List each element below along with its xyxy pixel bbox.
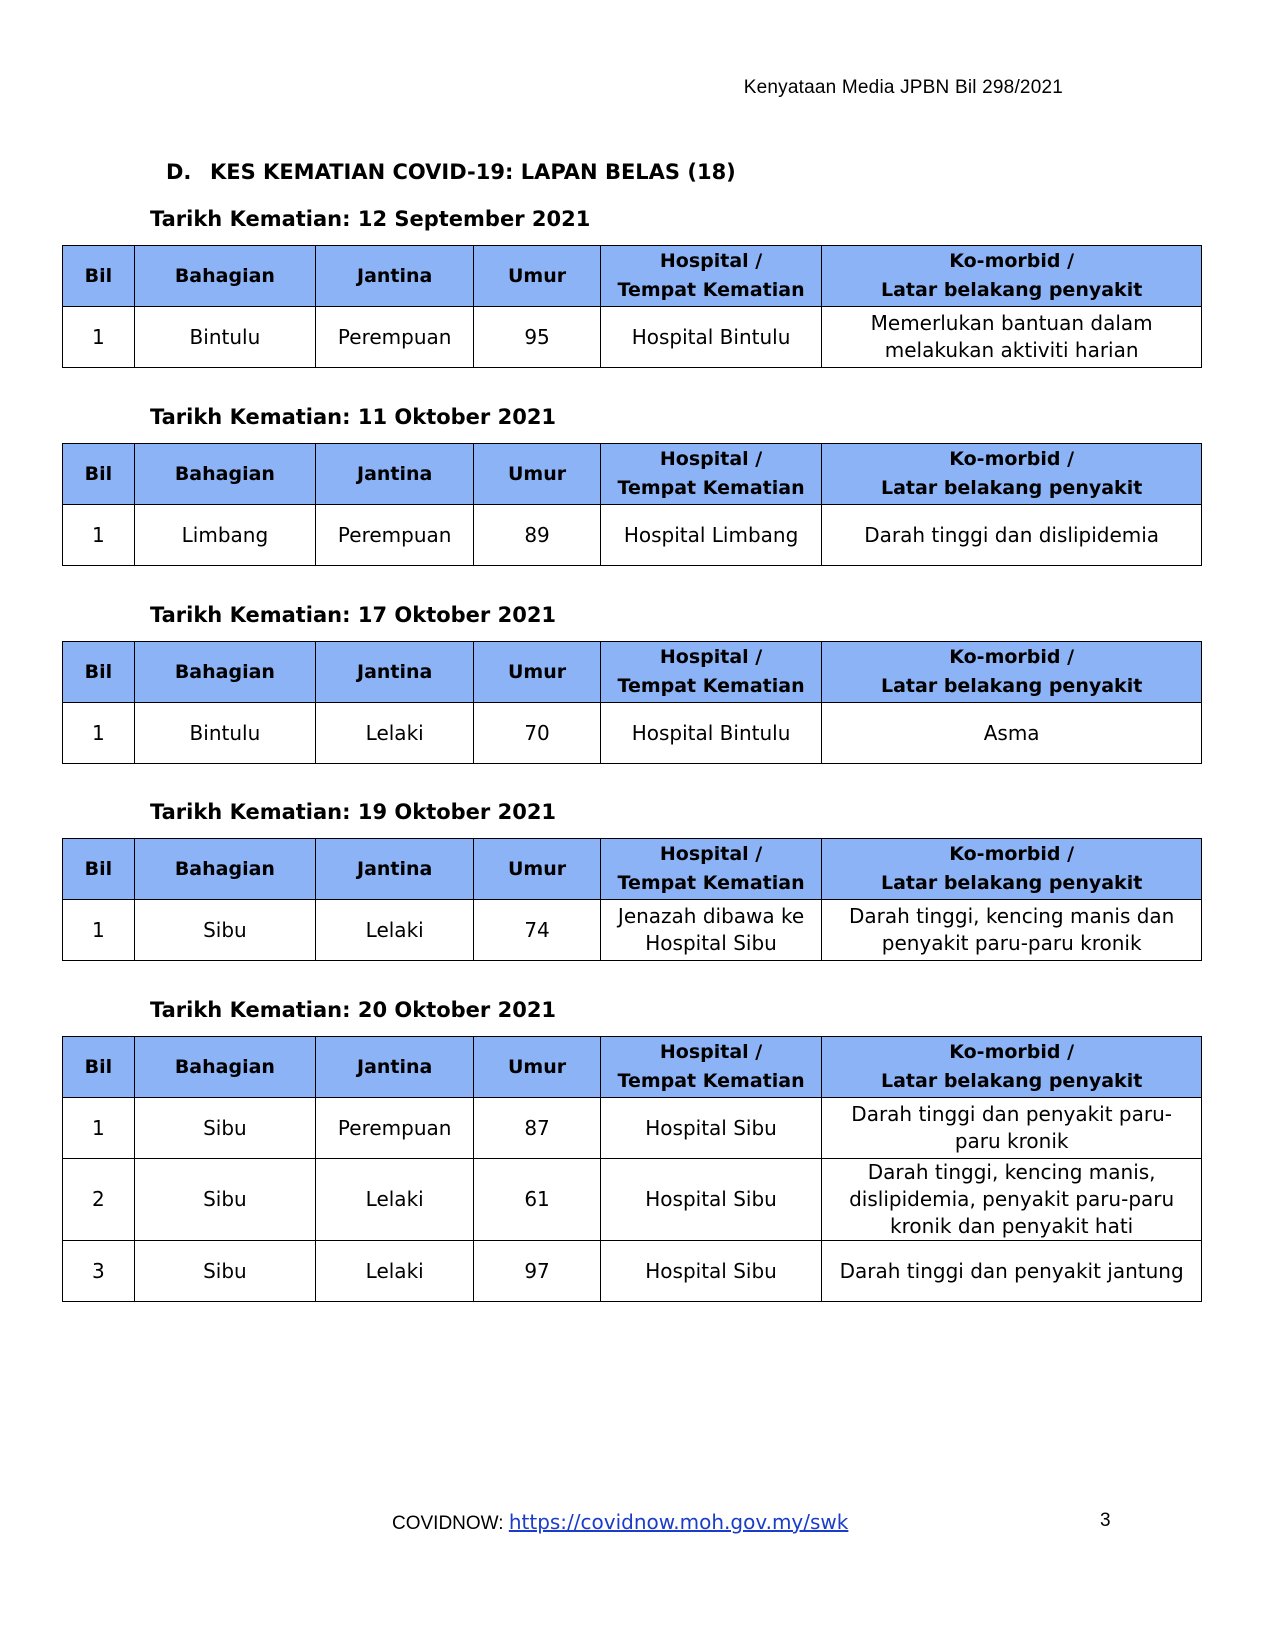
section-title-text: KES KEMATIAN COVID-19: LAPAN BELAS (18) [210,160,736,184]
cell-jantina: Lelaki [316,703,474,764]
document-reference: Kenyataan Media JPBN Bil 298/2021 [743,77,1063,98]
death-case-table [62,245,1202,368]
header-hospital-line-2: Tempat Kematian [617,872,805,894]
header-hospital-line-2: Tempat Kematian [617,279,805,301]
cell-komorbid-line: Asma [983,720,1040,745]
table-row [63,307,1202,368]
date-of-death-label: Tarikh Kematian: 19 Oktober 2021 [150,800,557,824]
cell-bil: 1 [63,307,135,368]
cell-hospital [600,307,821,368]
cell-jantina: Lelaki [316,900,474,961]
header-hospital-line-1: Hospital / [659,448,763,470]
header-umur: Umur [474,246,601,307]
cell-umur: 97 [474,1241,601,1302]
cell-bil: 3 [63,1241,135,1302]
cell-hospital [600,505,821,566]
death-case-table [62,838,1202,961]
header-komorbid-line-2: Latar belakang penyakit [881,675,1143,697]
header-jantina: Jantina [316,642,474,703]
header-hospital-line-1: Hospital / [659,843,763,865]
section-heading [166,160,736,184]
cell-komorbid [822,307,1202,368]
header-komorbid-line-1: Ko-morbid / [949,1041,1075,1063]
date-of-death-label: Tarikh Kematian: 17 Oktober 2021 [150,603,557,627]
cell-bahagian: Sibu [134,1159,315,1241]
header-komorbid-line-1: Ko-morbid / [949,448,1075,470]
cell-hospital-line: Hospital Bintulu [631,720,791,745]
footer-label: COVIDNOW: [392,1513,504,1534]
cell-umur: 95 [474,307,601,368]
header-hospital [600,1037,821,1098]
cell-hospital-line: Hospital Sibu [645,1187,777,1211]
cell-bil: 1 [63,1098,135,1159]
header-komorbid [822,642,1202,703]
footer [392,1510,848,1535]
cell-umur: 61 [474,1159,601,1241]
header-hospital [600,839,821,900]
cell-hospital-line: Hospital Sibu [645,1258,777,1283]
header-bil: Bil [63,246,135,307]
header-komorbid-line-2: Latar belakang penyakit [881,1070,1143,1092]
cell-hospital [600,1098,821,1159]
header-jantina: Jantina [316,444,474,505]
cell-umur: 87 [474,1098,601,1159]
header-komorbid [822,444,1202,505]
section-letter: D. [166,160,192,184]
cell-jantina: Perempuan [316,307,474,368]
date-of-death-label: Tarikh Kematian: 11 Oktober 2021 [150,405,557,429]
cell-komorbid-line: kronik dan penyakit hati [890,1214,1134,1238]
cell-bahagian: Sibu [134,1241,315,1302]
cell-bil: 2 [63,1159,135,1241]
cell-komorbid-line: Darah tinggi, kencing manis, [867,1160,1156,1184]
cell-hospital [600,703,821,764]
header-jantina: Jantina [316,246,474,307]
header-hospital [600,642,821,703]
cell-komorbid-line: Darah tinggi, kencing manis dan [848,904,1175,928]
cell-bahagian: Bintulu [134,703,315,764]
header-bahagian: Bahagian [134,839,315,900]
cell-bahagian: Limbang [134,505,315,566]
header-bahagian: Bahagian [134,642,315,703]
cell-komorbid-line: Darah tinggi dan penyakit paru- [851,1102,1172,1126]
cell-komorbid-line: Darah tinggi dan penyakit jantung [839,1258,1184,1283]
page-number: 3 [1100,1510,1111,1531]
cell-bahagian: Sibu [134,900,315,961]
cell-jantina: Lelaki [316,1241,474,1302]
death-case-group [62,601,1202,764]
header-bil: Bil [63,444,135,505]
cell-umur: 89 [474,505,601,566]
cell-komorbid-line: Memerlukan bantuan dalam [870,311,1153,335]
cell-bil: 1 [63,900,135,961]
header-bil: Bil [63,839,135,900]
header-umur: Umur [474,1037,601,1098]
header-jantina: Jantina [316,1037,474,1098]
table-row [63,505,1202,566]
table-row [63,703,1202,764]
header-hospital [600,246,821,307]
cell-jantina: Perempuan [316,1098,474,1159]
table-row [63,1159,1202,1241]
header-komorbid-line-1: Ko-morbid / [949,250,1075,272]
death-case-group [62,403,1202,566]
death-case-table [62,1036,1202,1302]
cell-hospital [600,1159,821,1241]
header-bil: Bil [63,642,135,703]
cell-jantina: Lelaki [316,1159,474,1241]
death-case-group [62,996,1202,1302]
header-hospital [600,444,821,505]
cell-umur: 70 [474,703,601,764]
table-header-row [63,444,1202,505]
header-bahagian: Bahagian [134,444,315,505]
cell-komorbid [822,1098,1202,1159]
cell-bil: 1 [63,703,135,764]
cell-hospital-line: Jenazah dibawa ke [617,904,805,928]
table-header-row [63,1037,1202,1098]
cell-komorbid [822,900,1202,961]
cell-komorbid-line: paru kronik [954,1129,1069,1153]
header-bahagian: Bahagian [134,1037,315,1098]
cell-komorbid [822,1159,1202,1241]
death-case-group [62,798,1202,961]
cell-bil: 1 [63,505,135,566]
table-header-row [63,642,1202,703]
header-komorbid [822,839,1202,900]
cell-komorbid-line: penyakit paru-paru kronik [881,931,1142,955]
header-hospital-line-1: Hospital / [659,646,763,668]
cell-bahagian: Sibu [134,1098,315,1159]
header-komorbid-line-1: Ko-morbid / [949,843,1075,865]
cell-komorbid-line: dislipidemia, penyakit paru-paru [849,1187,1175,1211]
header-komorbid-line-2: Latar belakang penyakit [881,279,1143,301]
header-hospital-line-2: Tempat Kematian [617,675,805,697]
cell-komorbid-line: melakukan aktiviti harian [884,338,1139,362]
header-bahagian: Bahagian [134,246,315,307]
header-komorbid [822,1037,1202,1098]
header-komorbid [822,246,1202,307]
cell-hospital-line: Hospital Sibu [645,1115,777,1140]
header-umur: Umur [474,642,601,703]
date-of-death-label: Tarikh Kematian: 20 Oktober 2021 [150,998,557,1022]
covidnow-link[interactable]: https://covidnow.moh.gov.my/swk [508,1510,849,1534]
header-hospital-line-2: Tempat Kematian [617,477,805,499]
death-case-group [62,205,1202,368]
table-header-row [63,839,1202,900]
header-komorbid-line-2: Latar belakang penyakit [881,477,1143,499]
cell-hospital-line: Hospital Sibu [645,931,777,955]
cell-komorbid [822,1241,1202,1302]
cell-komorbid-line: Darah tinggi dan dislipidemia [864,522,1160,547]
header-bil: Bil [63,1037,135,1098]
header-hospital-line-1: Hospital / [659,250,763,272]
death-case-table [62,641,1202,764]
cell-hospital [600,1241,821,1302]
cell-jantina: Perempuan [316,505,474,566]
table-row [63,900,1202,961]
header-umur: Umur [474,444,601,505]
header-umur: Umur [474,839,601,900]
cell-komorbid [822,703,1202,764]
header-hospital-line-1: Hospital / [659,1041,763,1063]
table-row [63,1241,1202,1302]
cell-umur: 74 [474,900,601,961]
header-jantina: Jantina [316,839,474,900]
death-case-table [62,443,1202,566]
header-komorbid-line-2: Latar belakang penyakit [881,872,1143,894]
cell-bahagian: Bintulu [134,307,315,368]
table-row [63,1098,1202,1159]
date-of-death-label: Tarikh Kematian: 12 September 2021 [150,207,591,231]
header-hospital-line-2: Tempat Kematian [617,1070,805,1092]
table-header-row [63,246,1202,307]
header-komorbid-line-1: Ko-morbid / [949,646,1075,668]
cell-komorbid [822,505,1202,566]
cell-hospital-line: Hospital Bintulu [631,324,791,349]
cell-hospital [600,900,821,961]
cell-hospital-line: Hospital Limbang [623,522,799,547]
